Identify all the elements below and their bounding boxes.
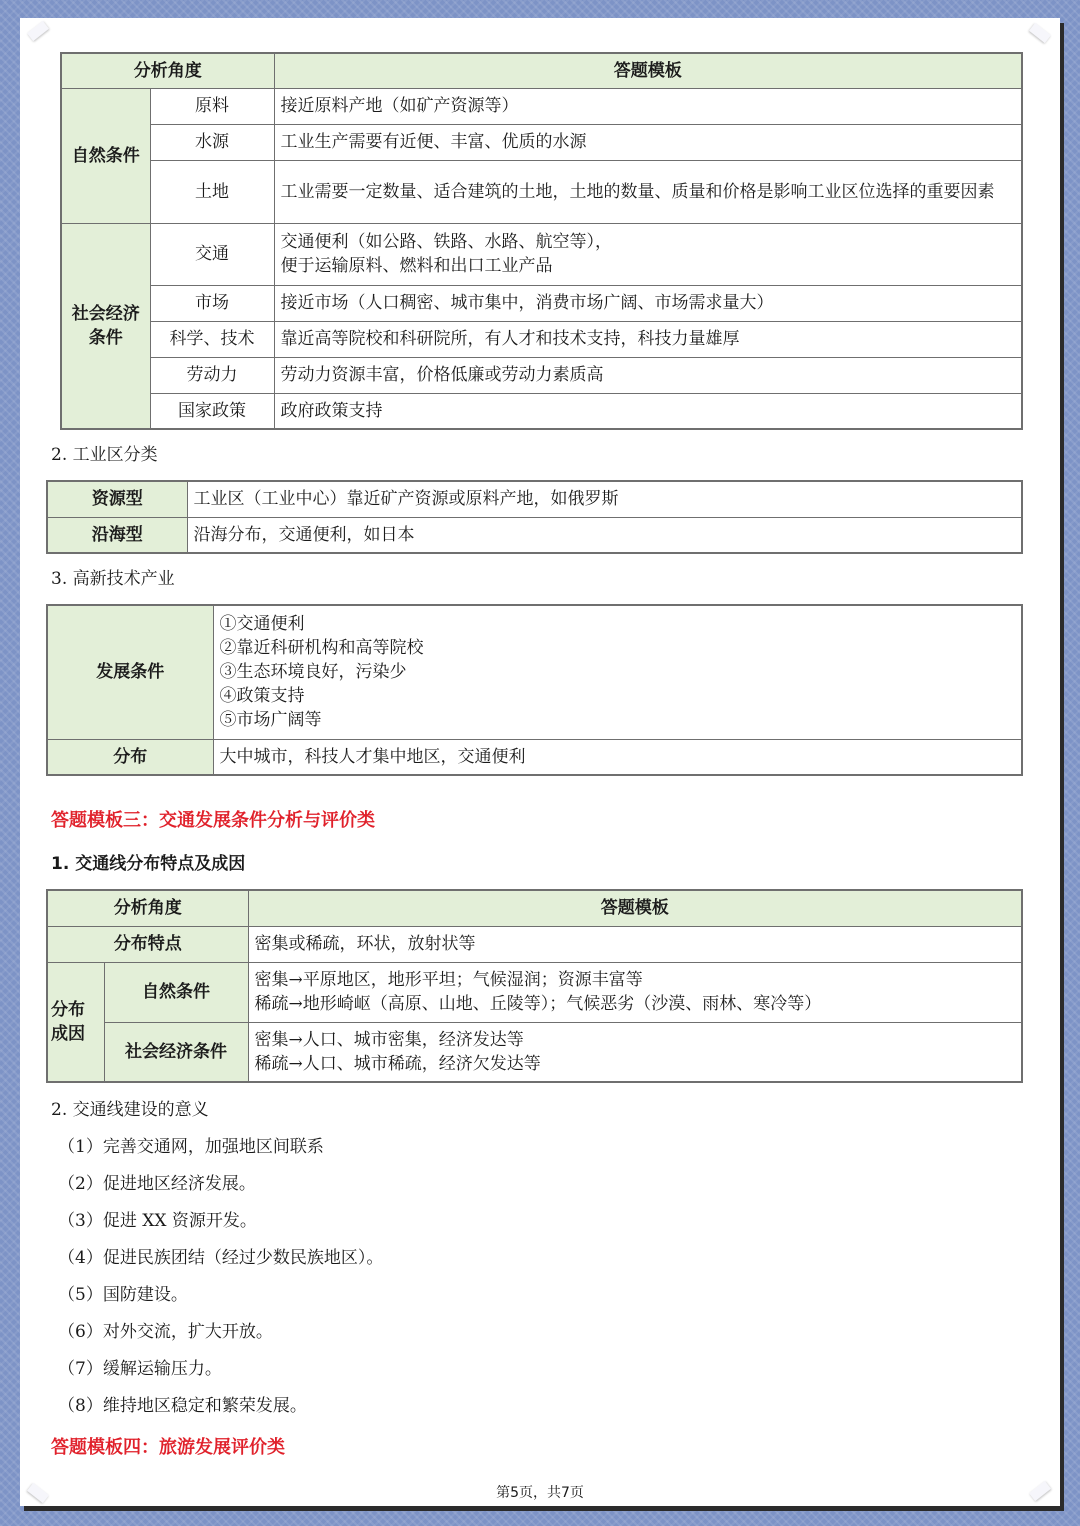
cause-label-line: 成因 <box>51 1023 85 1044</box>
factor-name: 土地 <box>150 160 274 223</box>
zone-type-label: 资源型 <box>47 481 187 517</box>
significance-item: （3）促进 XX 资源开发。 <box>58 1211 257 1231</box>
industry-location-table <box>60 52 1023 430</box>
subsection-title-significance: 2. 交通线建设的意义 <box>51 1100 209 1120</box>
transport-distribution-table <box>46 889 1023 1083</box>
factor-text: 接近原料产地（如矿产资源等） <box>274 88 1022 124</box>
list-item: ④政策支持 <box>219 686 305 707</box>
group-label-line: 社会经济 <box>71 303 140 324</box>
cause-label <box>47 962 104 1082</box>
factor-text: 工业需要一定数量、适合建筑的土地，土地的数量、质量和价格是影响工业区位选择的重要因素 <box>274 160 1022 223</box>
list-item: ①交通便利 <box>219 614 305 635</box>
table-row <box>61 321 1022 357</box>
factor-name: 国家政策 <box>150 393 274 429</box>
zone-type-text: 工业区（工业中心）靠近矿产资源或原料产地，如俄罗斯 <box>187 481 1022 517</box>
factor-text-line: 便于运输原料、燃料和出口工业产品 <box>280 256 553 276</box>
page-corner <box>1029 23 1051 43</box>
cause-label-line: 分布 <box>51 999 85 1020</box>
table-row <box>61 160 1022 223</box>
social-condition-label: 社会经济条件 <box>104 1022 248 1082</box>
table-header-row <box>47 890 1022 926</box>
table-row <box>47 605 1022 739</box>
table-row <box>61 357 1022 393</box>
factor-text: 工业生产需要有近便、丰富、优质的水源 <box>274 124 1022 160</box>
zone-type-text: 沿海分布，交通便利，如日本 <box>187 517 1022 553</box>
table-row <box>61 223 1022 285</box>
significance-item: （1）完善交通网，加强地区间联系 <box>58 1137 324 1157</box>
feature-text: 密集或稀疏，环状，放射状等 <box>248 926 1022 962</box>
factor-name: 市场 <box>150 285 274 321</box>
list-item: ③生态环境良好，污染少 <box>219 662 407 683</box>
condition-line: 稀疏→地形崎岖（高原、山地、丘陵等）；气候恶劣（沙漠、雨林、寒冷等） <box>254 994 822 1014</box>
significance-item: （2）促进地区经济发展。 <box>58 1174 256 1194</box>
significance-item: （5）国防建设。 <box>58 1285 188 1305</box>
heading-template-three: 答题模板三：交通发展条件分析与评价类 <box>51 810 375 831</box>
table-row <box>47 481 1022 517</box>
table-row <box>61 88 1022 124</box>
social-condition-text <box>248 1022 1022 1082</box>
table-header-row <box>61 53 1022 88</box>
factor-text <box>274 223 1022 285</box>
group-label-line: 条件 <box>88 327 123 348</box>
distribution-text: 大中城市，科技人才集中地区，交通便利 <box>213 739 1022 775</box>
condition-line: 稀疏→人口、城市稀疏，经济欠发达等 <box>254 1053 541 1074</box>
factor-name: 劳动力 <box>150 357 274 393</box>
factor-text: 接近市场（人口稠密、城市集中，消费市场广阔、市场需求量大） <box>274 285 1022 321</box>
natural-condition-text <box>248 962 1022 1022</box>
hightech-table <box>46 604 1023 776</box>
significance-item: （7）缓解运输压力。 <box>58 1359 222 1379</box>
column-header: 答题模板 <box>248 890 1022 926</box>
table-row <box>47 1022 1022 1082</box>
page-number: 第5页，共7页 <box>496 1485 584 1501</box>
factor-text-line: 交通便利（如公路、铁路、水路、航空等）， <box>280 232 612 252</box>
table-row <box>47 962 1022 1022</box>
condition-line: 密集→平原地区，地形平坦；气候湿润；资源丰富等 <box>254 970 643 990</box>
conditions-list <box>213 605 1022 739</box>
factor-name: 交通 <box>150 223 274 285</box>
factor-text: 政府政策支持 <box>274 393 1022 429</box>
heading-template-four: 答题模板四：旅游发展评价类 <box>51 1437 285 1458</box>
conditions-label: 发展条件 <box>47 605 213 739</box>
table-row <box>61 393 1022 429</box>
significance-item: （6）对外交流，扩大开放。 <box>58 1322 273 1342</box>
significance-item: （8）维持地区稳定和繁荣发展。 <box>58 1396 307 1416</box>
subsection-title-distribution: 1. 交通线分布特点及成因 <box>51 854 246 874</box>
factor-name: 原料 <box>150 88 274 124</box>
column-header: 分析角度 <box>61 53 274 88</box>
section-title-industrial-zone: 2. 工业区分类 <box>51 445 158 465</box>
factor-text: 靠近高等院校和科研院所，有人才和技术支持，科技力量雄厚 <box>274 321 1022 357</box>
significance-item: （4）促进民族团结（经过少数民族地区）。 <box>58 1248 384 1268</box>
group-label-natural: 自然条件 <box>61 88 150 223</box>
condition-line: 密集→人口、城市密集，经济发达等 <box>254 1029 524 1050</box>
list-item: ②靠近科研机构和高等院校 <box>219 638 424 659</box>
list-item: ⑤市场广阔等 <box>219 710 322 731</box>
section-title-hightech: 3. 高新技术产业 <box>51 569 175 589</box>
column-header: 答题模板 <box>274 53 1022 88</box>
industrial-zone-table <box>46 480 1023 554</box>
table-row <box>47 926 1022 962</box>
table-row <box>61 124 1022 160</box>
column-header: 分析角度 <box>47 890 248 926</box>
group-label-social <box>61 223 150 429</box>
natural-condition-label: 自然条件 <box>104 962 248 1022</box>
table-row <box>61 285 1022 321</box>
document-page <box>20 18 1060 1506</box>
table-row <box>47 739 1022 775</box>
factor-name: 水源 <box>150 124 274 160</box>
factor-name: 科学、技术 <box>150 321 274 357</box>
zone-type-label: 沿海型 <box>47 517 187 553</box>
page-corner <box>27 21 49 41</box>
factor-text: 劳动力资源丰富，价格低廉或劳动力素质高 <box>274 357 1022 393</box>
table-row <box>47 517 1022 553</box>
feature-label: 分布特点 <box>47 926 248 962</box>
distribution-label: 分布 <box>47 739 213 775</box>
